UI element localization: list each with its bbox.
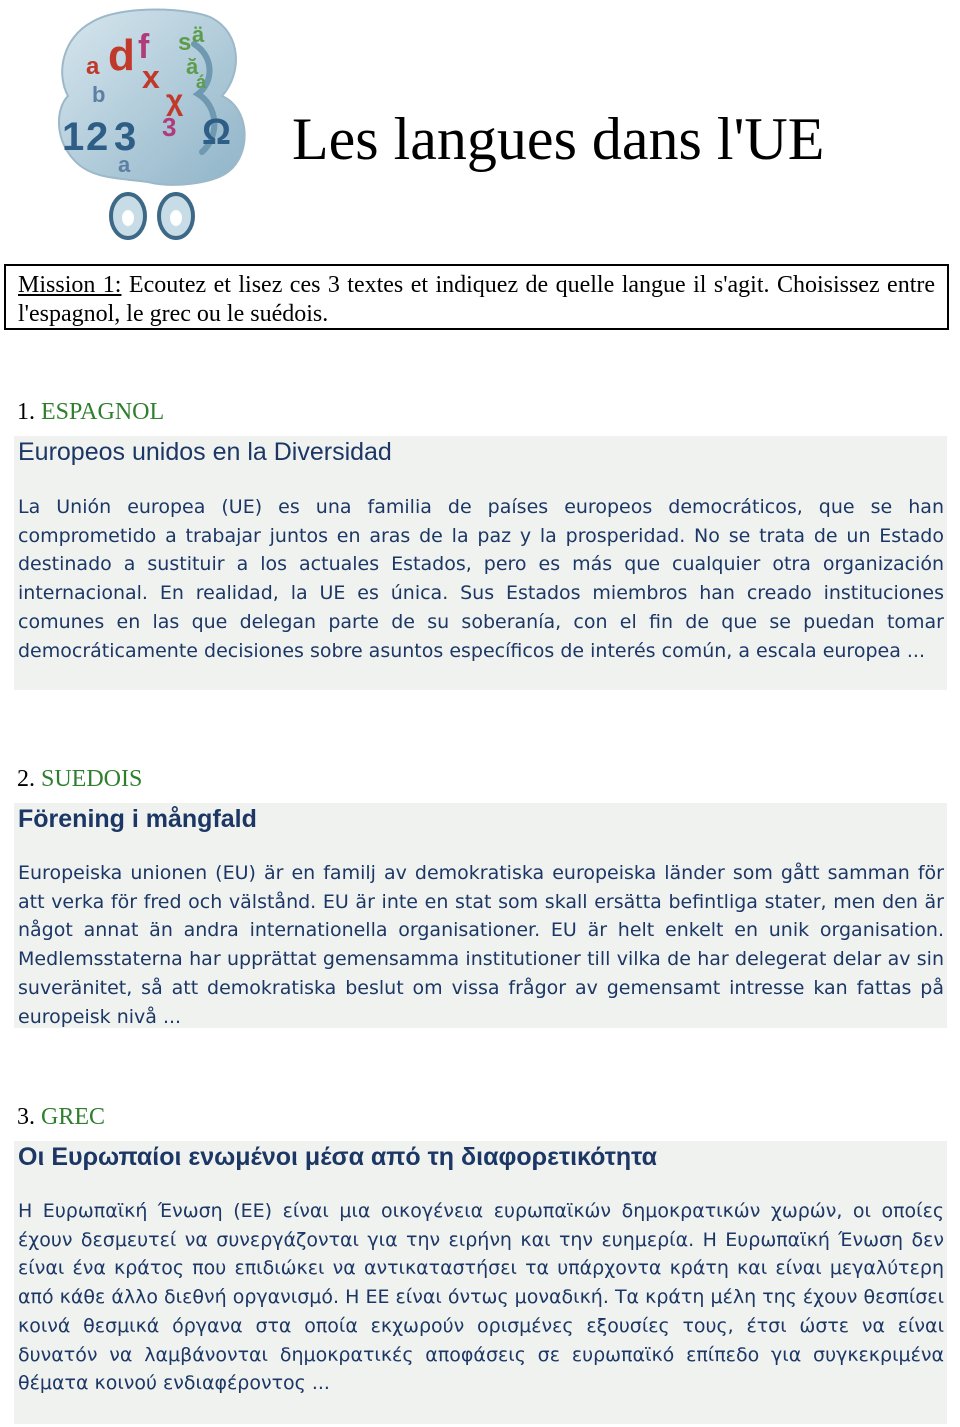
languages-logo xyxy=(52,4,260,244)
logo-glyph: a xyxy=(86,53,100,80)
section-number-label xyxy=(17,765,142,793)
panel-body: La Unión europea (UE) es una familia de países europeos democráticos, que se han comprometido a trabajar juntos en aras de la paz y la prosperidad. No se trata de un Estado destinado a sustituir a los actuales Estados, pero es más que cualquier otra organización internacional. En realidad, la UE es única. Sus Estados miembros han creado instituciones comunes en las que delegan parte de su soberanía, con el fin de que se puedan tomar democráticamente decisiones sobre asuntos específicos de interés común, a escala europea ... xyxy=(18,496,944,662)
section-number: 3. xyxy=(17,1104,35,1130)
logo-glyph: 3 xyxy=(114,115,137,159)
logo-glyph: χ xyxy=(166,84,184,117)
logo-glyph: á xyxy=(196,72,207,92)
mission-label: Mission 1: xyxy=(18,272,122,298)
text-panel-spanish xyxy=(14,436,947,690)
logo-glyph: x xyxy=(142,59,160,95)
logo-glyph: s xyxy=(178,29,192,56)
logo-glyph: ä xyxy=(192,22,205,47)
text-panel-swedish xyxy=(14,803,947,1028)
section-language: GREC xyxy=(41,1104,106,1130)
section-number-label xyxy=(17,398,164,426)
section-language: SUEDOIS xyxy=(41,766,143,792)
logo-glyph: f xyxy=(138,28,150,66)
mission-box xyxy=(4,264,949,330)
logo-glyph: ă xyxy=(186,54,199,79)
panel-heading: Οι Ευρωπαίοι ενωμένοι μέσα από τη διαφορετικότητα xyxy=(18,1143,658,1171)
page-title: Les langues dans l'UE xyxy=(292,106,825,172)
panel-heading: Förening i mångfald xyxy=(18,805,257,833)
section-number: 1. xyxy=(17,399,35,425)
logo-glyph: d xyxy=(108,31,135,80)
panel-body: Europeiska unionen (EU) är en familj av demokratiska europeiska länder som gått samman för att verka för fred och välstånd. EU är inte en stat som skall ersätta befintliga stater, men den är något annat än andra internationella organisationer. EU är helt enkelt en unik organisation. Medlemsstaterna har upprättat gemensamma institutioner till vilka de har delegerat delar av sin suveränitet, så att demokratiska beslut om vissa frågor av gemensamt intresse kan fattas på europeisk nivå ... xyxy=(18,862,944,1028)
logo-glyph: Ω xyxy=(202,111,231,152)
mission-text: Ecoutez et lisez ces 3 textes et indiquez de quelle langue il s'agit. Choisissez entre l'espagnol, le grec ou le suédois. xyxy=(18,272,936,327)
logo-glyph: a xyxy=(118,152,131,177)
logo-glyph: 3 xyxy=(162,112,177,142)
section-number: 2. xyxy=(17,766,35,792)
section-number-label xyxy=(17,1103,105,1131)
panel-body: Η Ευρωπαϊκή Ένωση (ΕΕ) είναι μια οικογένεια ευρωπαϊκών δημοκρατικών χωρών, οι οποίες έχουν δεσμευτεί να συνεργάζονται για την ειρήνη και την ευημερία. Η Ευρωπαϊκή Ένωση δεν είναι ένα κράτος που επιδιώκει να αντικαταστήσει τα υπάρχοντα κράτη και είναι μεγαλύτερη από κάθε άλλο διεθνή οργανισμό. Η ΕΕ είναι όντως μοναδική. Τα κράτη μέλη της έχουν θεσπίσει κοινά θεσμικά όργανα στα οποία εκχωρούν ορισμένες εξουσίες τους, έτσι ώστε να είναι δυνατόν να λαμβάνονται δημοκρατικές αποφάσεις σε ευρωπαϊκό επίπεδο για συγκεκριμένα θέματα κοινού ενδιαφέροντος ... xyxy=(18,1200,944,1395)
logo-glyph: b xyxy=(92,82,106,107)
logo-glyph: 2 xyxy=(86,115,109,159)
text-panel-greek xyxy=(14,1141,947,1424)
panel-heading: Europeos unidos en la Diversidad xyxy=(18,438,392,466)
section-language: ESPAGNOL xyxy=(41,399,165,425)
logo-glyph: 1 xyxy=(62,115,85,159)
